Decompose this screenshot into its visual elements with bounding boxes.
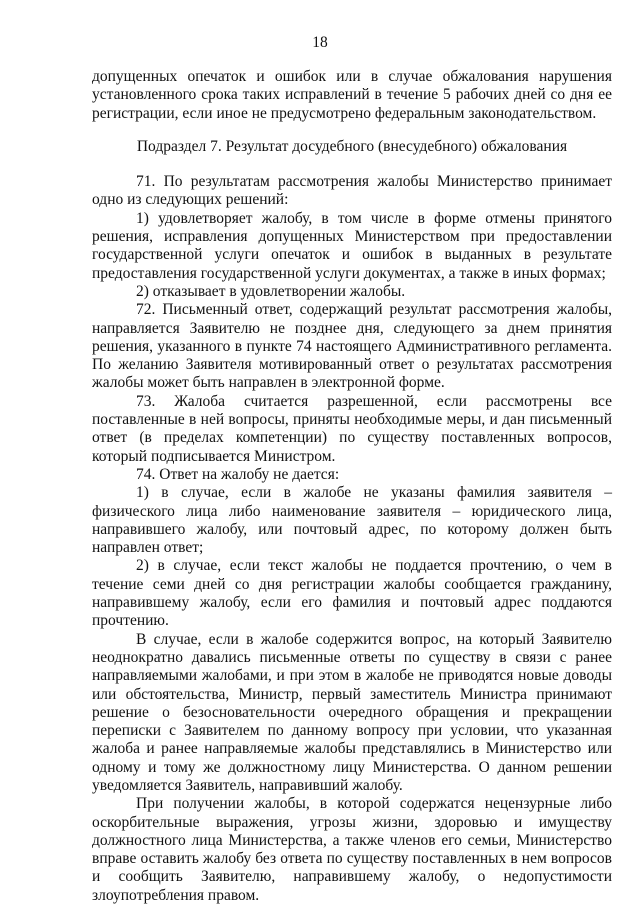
document-body xyxy=(92,68,612,905)
paragraph-71: 71. По результатам рассмотрения жалобы Министерство принимает одно из следующих решений: xyxy=(92,173,612,209)
paragraph-73: 73. Жалоба считается разрешенной, если рассмотрены все поставленные в ней вопросы, приняты необходимые меры, и дан письменный ответ (в пределах компетенции) по существу поставленных вопросов, который подписывается Министром. xyxy=(92,392,612,465)
offensive-complaint-paragraph: При получении жалобы, в которой содержатся нецензурные либо оскорбительные выражения, угрозы жизни, здоровью и имуществу должностного лица Министерства, а также членов его семьи, Министерство вправе оставить жалобу без ответа по существу поставленных в нем вопросов и сообщить Заявителю, направившему жалобу, о недопустимости злоупотребления правом. xyxy=(92,795,612,904)
continuation-paragraph: допущенных опечаток и ошибок или в случае обжалования нарушения установленного срока таких исправлений в течение 5 рабочих дней со дня ее регистрации, если иное не предусмотрено федеральным законодательством. xyxy=(92,68,612,122)
repeated-complaint-paragraph: В случае, если в жалобе содержится вопрос, на который Заявителю неоднократно давались письменные ответы по существу в связи с ранее направляемыми жалобами, и при этом в жалобе не приводятся новые доводы или обстоятельства, Министр, первый заместитель Министра принимают решение о безосновательности очередного обращения и прекращении переписки с Заявителем по данному вопросу при условии, что указанная жалоба и ранее направляемые жалобы представлялись в Министерство или одному и тому же должностному лицу Министерства. О данном решении уведомляется Заявитель, направивший жалобу. xyxy=(92,630,612,794)
paragraph-72: 72. Письменный ответ, содержащий результат рассмотрения жалобы, направляется Заявителю не позднее дня, следующего за днем принятия решения, указанного в пункте 74 настоящего Административного регламента. По желанию Заявителя мотивированный ответ о результатах рассмотрения жалобы может быть направлен в электронной форме. xyxy=(92,301,612,392)
paragraph-71-item-2: 2) отказывает в удовлетворении жалобы. xyxy=(136,282,406,300)
section-heading: Подраздел 7. Результат досудебного (внесудебного) обжалования xyxy=(136,137,568,155)
paragraph-74-item-2: 2) в случае, если текст жалобы не поддается прочтению, о чем в течение семи дней со дня регистрации жалобы сообщается гражданину, направившему жалобу, если его фамилия и почтовый адрес поддаются прочтению. xyxy=(92,557,612,630)
paragraph-71-item-1: 1) удовлетворяет жалобу, в том числе в форме отмены принятого решения, исправления допущенных Министерством при предоставлении государственной услуги опечаток и ошибок в выданных в результате предоставления государственной услуги документах, а также в иных формах; xyxy=(92,209,612,282)
paragraph-74-item-1: 1) в случае, если в жалобе не указаны фамилия заявителя – физического лица либо наименование заявителя – юридического лица, направившего жалобу, или почтовый адрес, по которому должен быть направлен ответ; xyxy=(92,484,612,557)
paragraph-74: 74. Ответ на жалобу не дается: xyxy=(136,465,340,483)
page-number: 18 xyxy=(312,34,328,51)
